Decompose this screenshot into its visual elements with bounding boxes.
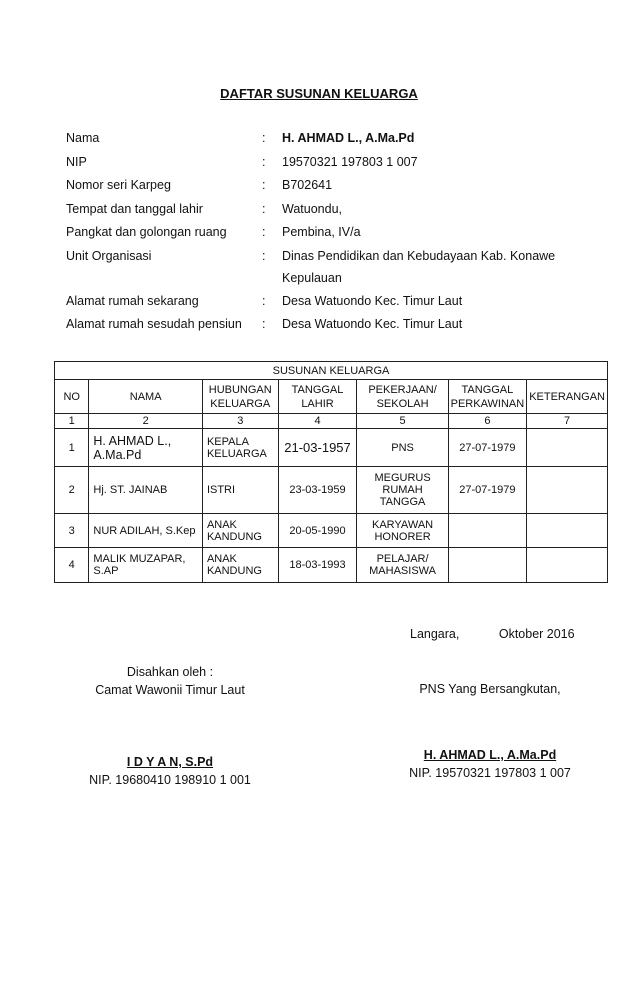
cell-lahir: 23-03-1959 bbox=[278, 467, 357, 514]
info-value-unit-line2: Kepulauan bbox=[282, 270, 342, 285]
header-hubungan bbox=[202, 380, 278, 414]
info-value-unit bbox=[282, 246, 586, 291]
info-label: Alamat rumah sekarang bbox=[66, 293, 199, 308]
approver-nip: NIP. 19680410 198910 1 001 bbox=[89, 773, 251, 787]
info-value-ttl: Watuondu, bbox=[282, 201, 342, 216]
table-row bbox=[55, 429, 608, 467]
info-colon: : bbox=[262, 154, 266, 169]
cell-lahir: 18-03-1993 bbox=[278, 548, 357, 583]
info-colon: : bbox=[262, 225, 266, 239]
place-date bbox=[410, 627, 590, 641]
info-row-unit bbox=[66, 246, 586, 291]
col-number: 1 bbox=[55, 414, 89, 429]
cell-nama: NUR ADILAH, S.Kep bbox=[89, 514, 203, 548]
info-row-alamat-pensiun bbox=[66, 314, 586, 338]
table-caption: SUSUNAN KELUARGA bbox=[55, 362, 608, 380]
cell-hubungan bbox=[202, 514, 278, 548]
info-colon: : bbox=[262, 178, 266, 192]
place-text: Langara, bbox=[410, 627, 460, 641]
cell-pekerjaan-line2: HONORER bbox=[374, 530, 431, 543]
right-signature-block bbox=[370, 682, 610, 780]
cell-hubungan-line2: KANDUNG bbox=[206, 530, 262, 543]
cell-hubungan-line2: KELUARGA bbox=[206, 447, 267, 460]
cell-pekerjaan-line2: MAHASISWA bbox=[369, 565, 436, 577]
approved-by-label: Disahkan oleh : bbox=[126, 665, 214, 679]
col-number: 2 bbox=[89, 414, 203, 429]
header-pekerjaan bbox=[357, 380, 448, 414]
cell-lahir: 20-05-1990 bbox=[278, 514, 357, 548]
date-text: Oktober 2016 bbox=[498, 627, 575, 641]
col-number: 5 bbox=[357, 414, 448, 429]
info-value-alamat: Desa Watuondo Kec. Timur Laut bbox=[282, 293, 463, 308]
table-row bbox=[55, 514, 608, 548]
info-value-pangkat: Pembina, IV/a bbox=[282, 225, 361, 239]
info-value-nama: H. AHMAD L., A.Ma.Pd bbox=[282, 131, 415, 145]
info-value-alamat-pensiun: Desa Watuondo Kec. Timur Laut bbox=[282, 317, 463, 331]
info-value-karpeg: B702641 bbox=[282, 178, 333, 192]
info-label: Nomor seri Karpeg bbox=[66, 178, 171, 192]
cell-nama-line2: A.Ma.Pd bbox=[93, 447, 142, 462]
info-value-nip: 19570321 197803 1 007 bbox=[282, 154, 418, 169]
col-number: 4 bbox=[278, 414, 357, 429]
header-lahir bbox=[278, 380, 357, 414]
info-value-unit-line1: Dinas Pendidikan dan Kebudayaan Kab. Konawe bbox=[282, 248, 556, 263]
cell-hubungan-line1: ANAK bbox=[206, 553, 237, 565]
header-kawin bbox=[448, 380, 527, 414]
table-caption-row bbox=[55, 362, 608, 380]
cell-pekerjaan-line1: MEGURUS bbox=[374, 472, 431, 484]
cell-pekerjaan bbox=[357, 548, 448, 583]
employee-info-list bbox=[66, 128, 586, 338]
cell-no: 2 bbox=[55, 467, 89, 514]
info-label: Tempat dan tanggal lahir bbox=[66, 201, 203, 216]
cell-pekerjaan: PNS bbox=[357, 429, 448, 467]
employee-nip: NIP. 19570321 197803 1 007 bbox=[409, 766, 571, 780]
info-colon: : bbox=[262, 201, 266, 216]
header-no: NO bbox=[55, 380, 89, 414]
info-colon: : bbox=[262, 317, 266, 331]
cell-kawin: 27-07-1979 bbox=[448, 429, 527, 467]
cell-nama bbox=[89, 548, 203, 583]
header-kawin-line2: PERKAWINAN bbox=[450, 397, 525, 410]
header-hubungan-line1: HUBUNGAN bbox=[208, 383, 272, 396]
cell-ket bbox=[527, 429, 608, 467]
cell-pekerjaan-line2: RUMAH bbox=[382, 484, 423, 496]
info-label: Nama bbox=[66, 131, 100, 145]
left-signature-block bbox=[50, 665, 290, 787]
info-label: Pangkat dan golongan ruang bbox=[66, 225, 227, 239]
cell-kawin bbox=[448, 514, 527, 548]
employee-sign-label: PNS Yang Bersangkutan, bbox=[419, 682, 561, 696]
info-row-pangkat bbox=[66, 222, 586, 246]
cell-no: 4 bbox=[55, 548, 89, 583]
table-number-row bbox=[55, 414, 608, 429]
cell-pekerjaan-line1: PELAJAR/ bbox=[376, 553, 429, 565]
info-label: NIP bbox=[66, 154, 87, 169]
info-row-nama bbox=[66, 128, 586, 152]
approver-title: Camat Wawonii Timur Laut bbox=[95, 683, 245, 697]
cell-nama: Hj. ST. JAINAB bbox=[89, 467, 203, 514]
info-row-karpeg bbox=[66, 175, 586, 199]
table-row bbox=[55, 548, 608, 583]
info-colon: : bbox=[262, 131, 266, 145]
cell-nama bbox=[89, 429, 203, 467]
cell-kawin: 27-07-1979 bbox=[448, 467, 527, 514]
cell-no: 3 bbox=[55, 514, 89, 548]
document-title: DAFTAR SUSUNAN KELUARGA bbox=[220, 86, 418, 101]
cell-hubungan-line1: ANAK bbox=[206, 518, 237, 531]
col-number: 7 bbox=[527, 414, 608, 429]
cell-hubungan bbox=[202, 548, 278, 583]
cell-pekerjaan-line1: KARYAWAN bbox=[371, 518, 434, 531]
cell-ket bbox=[527, 514, 608, 548]
cell-hubungan-line1: KEPALA bbox=[206, 435, 249, 448]
header-hubungan-line2: KELUARGA bbox=[210, 397, 271, 410]
cell-hubungan: ISTRI bbox=[202, 467, 278, 514]
col-number: 6 bbox=[448, 414, 527, 429]
cell-pekerjaan-line3: TANGGA bbox=[379, 496, 426, 508]
info-row-nip bbox=[66, 152, 586, 176]
cell-ket bbox=[527, 467, 608, 514]
header-ket: KETERANGAN bbox=[527, 380, 608, 414]
cell-nama-line1: MALIK MUZAPAR, bbox=[93, 553, 186, 565]
info-row-alamat bbox=[66, 291, 586, 315]
col-number: 3 bbox=[202, 414, 278, 429]
header-pekerjaan-line2: SEKOLAH bbox=[376, 397, 429, 410]
approver-name: I D Y A N, S.Pd bbox=[126, 755, 214, 769]
info-colon: : bbox=[262, 248, 266, 263]
cell-lahir: 21-03-1957 bbox=[278, 429, 357, 467]
info-label: Alamat rumah sesudah pensiun bbox=[66, 317, 242, 331]
header-kawin-line1: TANGGAL bbox=[461, 383, 514, 396]
family-table bbox=[54, 361, 608, 583]
cell-ket bbox=[527, 548, 608, 583]
employee-name: H. AHMAD L., A.Ma.Pd bbox=[423, 748, 557, 762]
cell-nama-line1: H. AHMAD L., bbox=[93, 433, 172, 448]
cell-no: 1 bbox=[55, 429, 89, 467]
header-pekerjaan-line1: PEKERJAAN/ bbox=[368, 383, 437, 396]
cell-hubungan-line2: KANDUNG bbox=[206, 565, 262, 577]
info-label: Unit Organisasi bbox=[66, 248, 152, 263]
table-row bbox=[55, 467, 608, 514]
cell-pekerjaan bbox=[357, 514, 448, 548]
cell-hubungan bbox=[202, 429, 278, 467]
table-header-row bbox=[55, 380, 608, 414]
cell-pekerjaan bbox=[357, 467, 448, 514]
header-nama: NAMA bbox=[89, 380, 203, 414]
info-row-ttl bbox=[66, 199, 586, 223]
header-lahir-line1: TANGGAL bbox=[291, 383, 344, 396]
header-lahir-line2: LAHIR bbox=[301, 397, 334, 410]
cell-kawin bbox=[448, 548, 527, 583]
info-colon: : bbox=[262, 293, 266, 308]
cell-nama-line2: S.AP bbox=[93, 565, 119, 577]
